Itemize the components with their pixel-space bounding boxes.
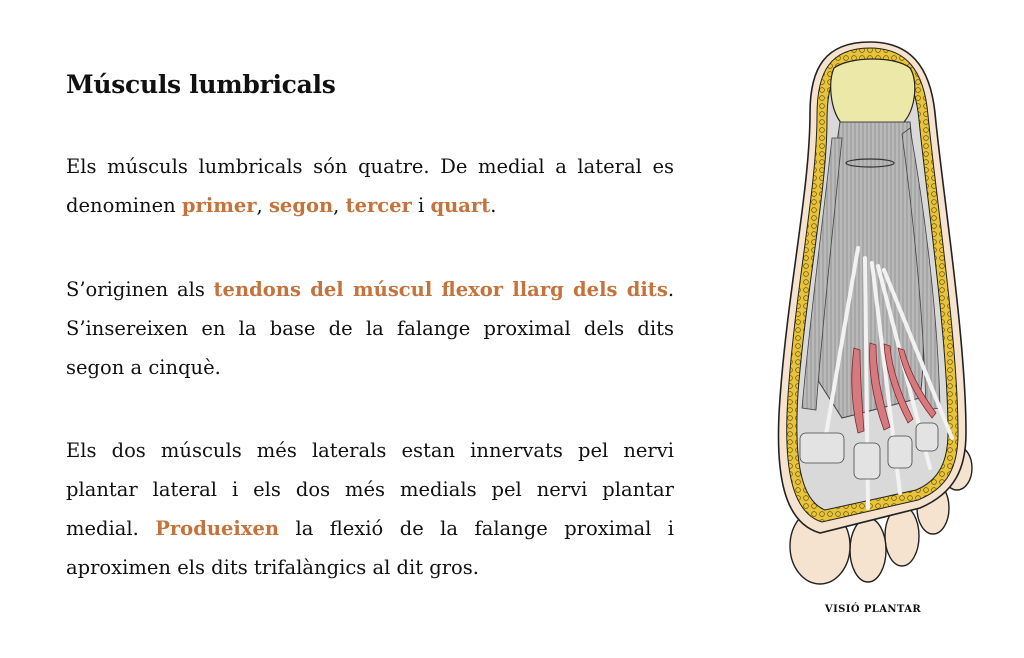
link-segon[interactable]: segon: [268, 194, 334, 217]
link-produeixen[interactable]: Produeixen: [155, 517, 280, 540]
sheath-2: [854, 443, 880, 479]
paragraph-lumbrical-count: [66, 147, 674, 225]
paragraph-innervation-action: [66, 431, 674, 587]
separator: ,: [256, 194, 269, 217]
paragraph-origin-insertion: [66, 270, 674, 387]
paragraph-text: Els dos músculs més laterals estan innervats pel nervi plantar lateral i els dos més medials pel nervi plantar medial.: [66, 439, 674, 540]
paragraph-text: . S’insereixen en la base de la falange proximal dels dits segon a cinquè.: [66, 278, 675, 379]
sheath-1: [800, 433, 844, 463]
page-title: Músculs lumbricals: [66, 70, 336, 99]
paragraph-text: Els músculs lumbricals són quatre. De medial a lateral es denominen: [66, 155, 674, 217]
sheath-4: [916, 423, 938, 451]
link-tercer[interactable]: tercer: [345, 194, 412, 217]
paragraph-text: S’originen als: [66, 278, 214, 301]
figure-caption: VISIÓ PLANTAR: [824, 604, 922, 615]
toe-2: [850, 518, 886, 582]
paragraph-text: la flexió de la falange proximal i aproximen els dits trifalàngics al dit gros.: [66, 517, 674, 579]
separator: .: [490, 194, 497, 217]
foot-plantar-illustration: [770, 38, 974, 586]
link-quart[interactable]: quart: [430, 194, 491, 217]
link-primer[interactable]: primer: [181, 194, 257, 217]
calcaneus-bone: [831, 59, 915, 128]
link-tendons-flexor[interactable]: tendons del múscul flexor llarg dels dits: [213, 278, 668, 301]
sheath-3: [888, 436, 912, 468]
separator: i: [411, 194, 431, 217]
separator: ,: [333, 194, 346, 217]
